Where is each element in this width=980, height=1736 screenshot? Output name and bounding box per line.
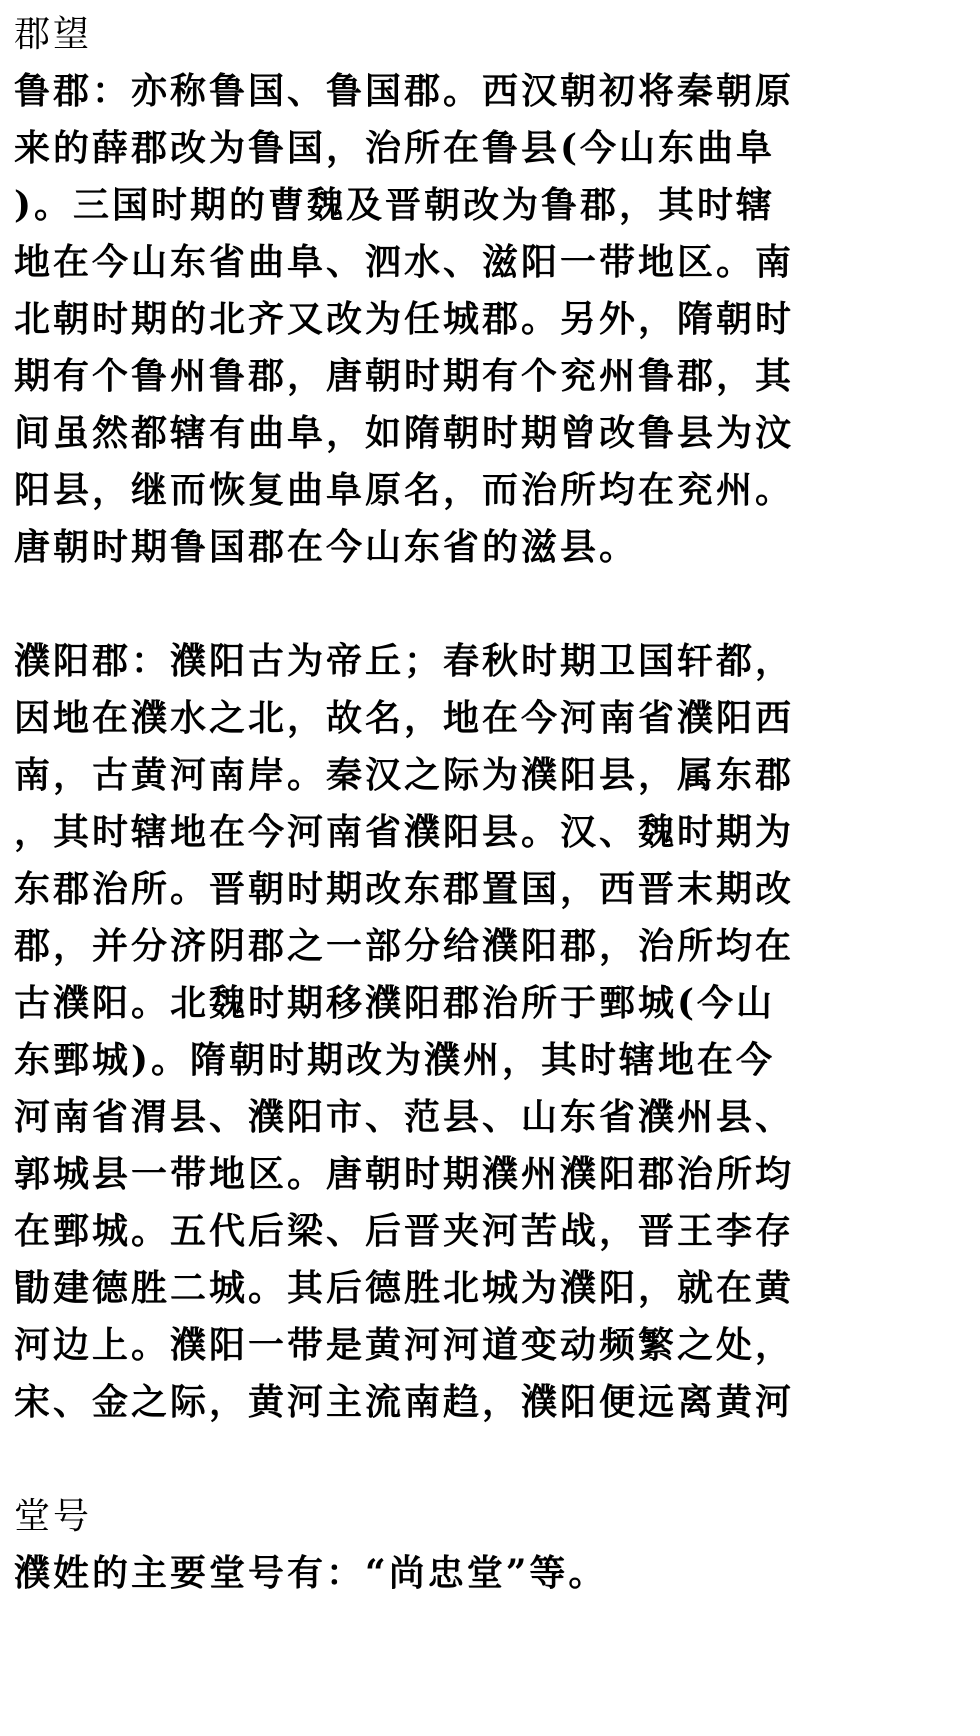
text-line: 东鄄城)。隋朝时期改为濮州，其时辖地在今 xyxy=(14,1039,776,1081)
paragraph-tanghao: 濮姓的主要堂号有：“尚忠堂”等。 xyxy=(14,1552,608,1594)
text-line: 因地在濮水之北，故名，地在今河南省濮阳西 xyxy=(14,697,795,739)
text-line: 来的薛郡改为鲁国，治所在鲁县(今山东曲阜 xyxy=(14,127,776,169)
paragraph-spacer xyxy=(14,1431,966,1488)
text-line: 期有个鲁州鲁郡，唐朝时期有个兖州鲁郡，其 xyxy=(14,355,795,397)
paragraph-lu-commandery xyxy=(14,63,966,576)
text-line: 河边上。濮阳一带是黄河河道变动频繁之处， xyxy=(14,1324,795,1366)
text-line: 北朝时期的北齐又改为任城郡。另外，隋朝时 xyxy=(14,298,795,340)
text-line: 河南省渭县、濮阳市、范县、山东省濮州县、 xyxy=(14,1096,795,1138)
text-line: 宋、金之际，黄河主流南趋，濮阳便远离黄河 xyxy=(14,1381,795,1423)
text-line: )。三国时期的曹魏及晋朝改为鲁郡，其时辖 xyxy=(14,184,776,226)
text-line: 濮阳郡：濮阳古为帝丘；春秋时期卫国轩都， xyxy=(14,640,795,682)
text-line: 鲁郡：亦称鲁国、鲁国郡。西汉朝初将秦朝原 xyxy=(14,70,795,112)
text-line: 郭城县一带地区。唐朝时期濮州濮阳郡治所均 xyxy=(14,1153,795,1195)
text-line: 古濮阳。北魏时期移濮阳郡治所于鄄城(今山 xyxy=(14,982,776,1024)
paragraph-puyang-commandery xyxy=(14,633,966,1431)
text-line: 唐朝时期鲁国郡在今山东省的滋县。 xyxy=(14,526,639,568)
paragraph-spacer xyxy=(14,576,966,633)
text-line: 勖建德胜二城。其后德胜北城为濮阳，就在黄 xyxy=(14,1267,795,1309)
text-line: 东郡治所。晋朝时期改东郡置国，西晋末期改 xyxy=(14,868,795,910)
text-line: 在鄄城。五代后梁、后晋夹河苦战，晋王李存 xyxy=(14,1210,795,1252)
text-line: 阳县，继而恢复曲阜原名，而治所均在兖州。 xyxy=(14,469,795,511)
text-line: 南，古黄河南岸。秦汉之际为濮阳县，属东郡 xyxy=(14,754,795,796)
text-line: 间虽然都辖有曲阜，如隋朝时期曾改鲁县为汶 xyxy=(14,412,795,454)
section-heading-junwang: 郡望 xyxy=(14,14,93,55)
text-line: ，其时辖地在今河南省濮阳县。汉、魏时期为 xyxy=(14,811,795,853)
section-heading-tanghao: 堂号 xyxy=(14,1496,93,1537)
document-page xyxy=(14,6,966,1602)
text-line: 地在今山东省曲阜、泗水、滋阳一带地区。南 xyxy=(14,241,795,283)
text-line: 郡，并分济阴郡之一部分给濮阳郡，治所均在 xyxy=(14,925,795,967)
